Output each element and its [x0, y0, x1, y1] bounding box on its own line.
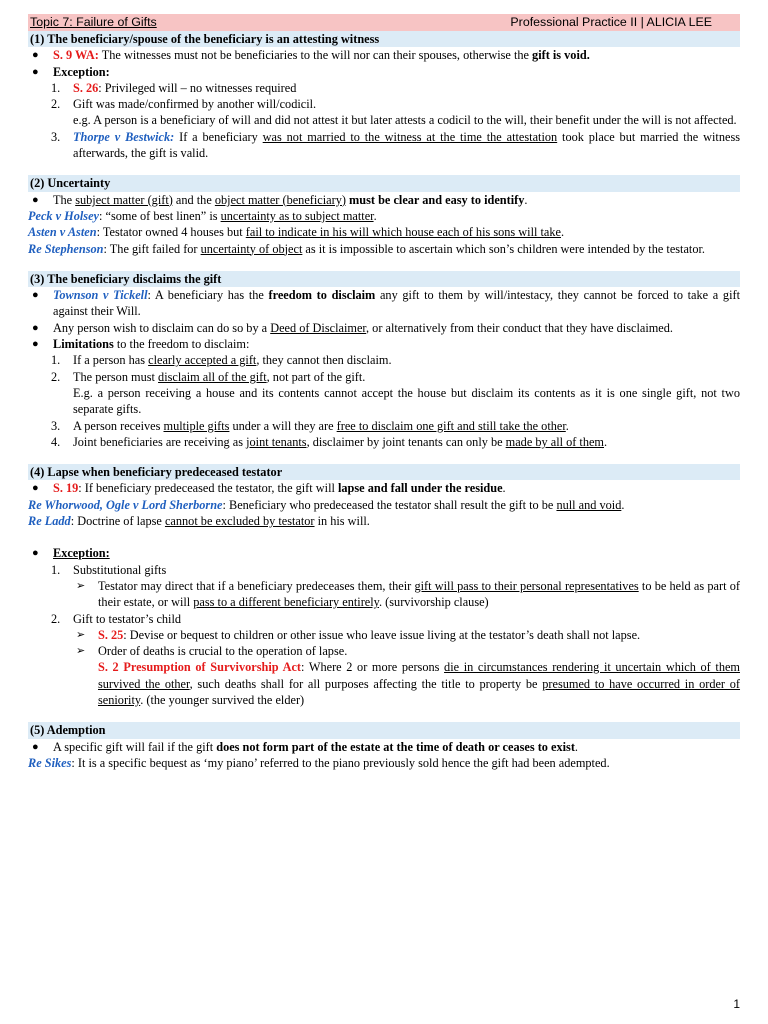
- underlined-text: die in circumstances rendering it uncertain which of them survived the other: [98, 660, 740, 691]
- text-run: If a person has: [73, 353, 149, 368]
- statute-ref: S. 26: [73, 80, 99, 95]
- text-run: e.g. A person is a beneficiary of will and did not attest it but later attests a codicil to the will, their benefit under the will is not affected.: [73, 113, 737, 128]
- numbered-item: [28, 369, 740, 385]
- item-number: 1.: [51, 80, 61, 95]
- item-number: 1.: [51, 562, 61, 577]
- statute-ref: S. 19: [53, 481, 79, 496]
- underlined-text: object matter (beneficiary): [214, 192, 346, 207]
- statute-ref: S. 2 Presumption of Survivorship Act: [98, 660, 302, 675]
- bullet-icon: ●: [32, 289, 39, 302]
- text-run: under a will they are: [229, 418, 337, 433]
- exception-label: Exception:: [53, 546, 110, 561]
- text-run: , such deaths shall for all purposes affecting the title to property be: [189, 676, 543, 691]
- bullet-icon: ●: [32, 321, 39, 334]
- underlined-text: null and void: [556, 497, 622, 512]
- text-run: : If beneficiary predeceased the testator, the gift will: [78, 481, 338, 496]
- text-run: The: [53, 192, 76, 207]
- case-name: Thorpe v Bestwick:: [73, 129, 175, 144]
- statute-ref: S. 25: [98, 627, 124, 642]
- statute-ref: S. 9 WA:: [53, 48, 99, 63]
- arrow-bullet-icon: ➢: [76, 579, 86, 592]
- page-number: 1: [733, 997, 740, 1011]
- case-line: [28, 513, 740, 529]
- bullet-item: [28, 545, 740, 561]
- item-number: 2.: [51, 97, 61, 112]
- bullet-item: [28, 320, 740, 336]
- bullet-icon: ●: [32, 547, 39, 560]
- arrow-bullet-icon: ➢: [76, 645, 86, 658]
- text-run: : A beneficiary has the: [147, 288, 269, 303]
- text-run: E.g. a person receiving a house and its contents cannot accept the house but disclaim its contents as it is one single gift, not two separate gifts.: [73, 385, 740, 417]
- text-run: .: [502, 481, 506, 496]
- text-run: .: [373, 208, 377, 223]
- text-run: : It is a specific bequest as ‘my piano’ referred to the piano previously sold hence the gift had been adempted.: [71, 755, 610, 770]
- item-number: 2.: [51, 611, 61, 626]
- text-run: : The gift failed for: [103, 241, 201, 256]
- page-header: [28, 14, 740, 31]
- text-run: , they cannot then disclaim.: [256, 353, 392, 368]
- bullet-item: [28, 192, 740, 208]
- numbered-item: [28, 418, 740, 434]
- text-run: . (survivorship clause): [379, 595, 489, 610]
- text-run: : Doctrine of lapse: [70, 514, 165, 529]
- topic-title: Topic 7: Failure of Gifts: [30, 15, 157, 29]
- bullet-item: [28, 47, 740, 63]
- text-run: : Devise or bequest to children or other issue who leave issue living at the testator’s death shall not lapse.: [123, 627, 641, 642]
- text-run: Substitutional gifts: [73, 562, 167, 577]
- item-number: 3.: [51, 418, 61, 433]
- underlined-text: joint tenants: [246, 434, 307, 449]
- arrow-item: [28, 578, 740, 611]
- bullet-icon: ●: [32, 482, 39, 495]
- text-run: The witnesses must not be beneficiaries to the will nor can their spouses, otherwise the: [98, 48, 533, 63]
- underlined-text: subject matter (gift): [75, 192, 173, 207]
- bold-text: Limitations: [53, 337, 114, 352]
- text-run: Gift was made/confirmed by another will/codicil.: [73, 97, 317, 112]
- bullet-item: [28, 64, 740, 80]
- text-run: took place but married the witness afterwards, the gift is valid.: [73, 129, 741, 161]
- text-run: Testator may direct that if a beneficiary predeceases them, their: [98, 578, 415, 593]
- case-line: [28, 224, 740, 240]
- text-run: .: [604, 434, 608, 449]
- underlined-text: clearly accepted a gift: [148, 353, 257, 368]
- text-run: and the: [172, 192, 215, 207]
- item-number: 4.: [51, 434, 61, 449]
- text-run: : Beneficiary who predeceased the testator shall result the gift to be: [222, 497, 557, 512]
- case-line: [28, 208, 740, 224]
- arrow-item: [28, 627, 740, 643]
- case-line: [28, 497, 740, 513]
- underlined-text: gift will pass to their personal representatives: [414, 578, 639, 593]
- case-name: Peck v Holsey: [28, 208, 100, 223]
- text-run: .: [621, 497, 625, 512]
- text-run: : Where 2 or more persons: [301, 660, 445, 675]
- bold-text: freedom to disclaim: [268, 288, 376, 303]
- text-run: in his will.: [314, 514, 370, 529]
- item-number: 2.: [51, 369, 61, 384]
- course-author: Professional Practice II | ALICIA LEE: [510, 15, 712, 29]
- text-run: to be held as part of their estate, or will: [98, 578, 740, 610]
- item-number: 1.: [51, 353, 61, 368]
- example-text: [28, 112, 740, 128]
- numbered-item: [28, 611, 740, 627]
- numbered-item: [28, 96, 740, 112]
- section-heading-3: (3) The beneficiary disclaims the gift: [28, 271, 740, 287]
- text-run: . (the younger survived the elder): [140, 692, 305, 707]
- arrow-item: [28, 643, 740, 659]
- text-run: If a beneficiary: [174, 129, 263, 144]
- section-heading-1: (1) The beneficiary/spouse of the beneficiary is an attesting witness: [28, 31, 740, 47]
- bullet-icon: ●: [32, 49, 39, 62]
- item-number: 3.: [51, 129, 61, 144]
- text-run: : Privileged will – no witnesses required: [98, 80, 297, 95]
- section-heading-2: (2) Uncertainty: [28, 175, 740, 191]
- numbered-item: [28, 129, 740, 162]
- text-run: as it is impossible to ascertain which son’s children were intended by the testator.: [302, 241, 705, 256]
- text-run: A specific gift will fail if the gift: [53, 739, 217, 754]
- document-body: [28, 31, 740, 771]
- underlined-text: uncertainty of object: [200, 241, 303, 256]
- text-run: : Testator owned 4 houses but: [96, 225, 246, 240]
- text-run: Order of deaths is crucial to the operation of lapse.: [98, 644, 348, 659]
- bullet-icon: ●: [32, 65, 39, 78]
- bold-text: must be clear and easy to identify: [345, 192, 525, 207]
- underlined-text: Deed of Disclaimer: [270, 320, 367, 335]
- underlined-text: was not married to the witness at the time the attestation: [262, 129, 558, 144]
- text-run: .: [560, 225, 565, 240]
- section-heading-5: (5) Ademption: [28, 722, 740, 738]
- bullet-item: [28, 287, 740, 320]
- bullet-icon: ●: [32, 338, 39, 351]
- underlined-text: cannot be excluded by testator: [164, 514, 315, 529]
- numbered-item: [28, 80, 740, 96]
- section-heading-4: (4) Lapse when beneficiary predeceased testator: [28, 464, 740, 480]
- text-run: Any person wish to disclaim can do so by a: [53, 320, 271, 335]
- text-run: any gift to them by will/intestacy, they cannot be forced to take a gift against their Will.: [53, 288, 740, 319]
- bullet-icon: ●: [32, 740, 39, 753]
- example-text: [28, 385, 740, 418]
- bullet-item: [28, 336, 740, 352]
- bullet-icon: ●: [32, 193, 39, 206]
- numbered-item: [28, 562, 740, 578]
- text-run: to the freedom to disclaim:: [113, 337, 250, 352]
- case-line: [28, 755, 740, 771]
- bullet-item: [28, 480, 740, 496]
- arrow-bullet-icon: ➢: [76, 628, 86, 641]
- case-name: Re Sikes: [28, 755, 72, 770]
- text-run: .: [524, 192, 528, 207]
- statute-paragraph: [28, 659, 740, 708]
- underlined-text: pass to a different beneficiary entirely: [193, 595, 380, 610]
- underlined-text: made by all of them: [505, 434, 605, 449]
- text-run: The person must: [73, 369, 159, 384]
- text-run: Joint beneficiaries are receiving as: [73, 434, 247, 449]
- text-run: , not part of the gift.: [266, 369, 366, 384]
- underlined-text: multiple gifts: [163, 418, 230, 433]
- case-name: Townson v Tickell: [53, 288, 148, 303]
- underlined-text: presumed to have occurred in order of seniority: [98, 676, 741, 707]
- text-run: .: [565, 418, 569, 433]
- bold-text: lapse and fall under the residue: [337, 481, 503, 496]
- underlined-text: uncertainty as to subject matter: [220, 208, 374, 223]
- text-run: A person receives: [73, 418, 164, 433]
- underlined-text: free to disclaim one gift and still take the other: [336, 418, 566, 433]
- case-line: [28, 241, 740, 257]
- underlined-text: fail to indicate in his will which house each of his sons will take: [245, 225, 561, 240]
- text-run: , or alternatively from their conduct that they have disclaimed.: [366, 320, 673, 335]
- case-name: Re Whorwood, Ogle v Lord Sherborne: [28, 497, 223, 512]
- bold-text: does not form part of the estate at the time of death or ceases to exist: [216, 739, 575, 754]
- numbered-item: [28, 352, 740, 368]
- case-name: Re Ladd: [28, 514, 71, 529]
- case-name: Re Stephenson: [28, 241, 104, 256]
- text-run: .: [574, 739, 578, 754]
- bullet-item: [28, 739, 740, 755]
- text-run: , disclaimer by joint tenants can only be: [306, 434, 506, 449]
- text-run: : “some of best linen” is: [99, 208, 221, 223]
- case-name: Asten v Asten: [28, 225, 97, 240]
- bold-text: gift is void.: [532, 48, 590, 63]
- underlined-text: disclaim all of the gift: [158, 369, 267, 384]
- text-run: Gift to testator’s child: [73, 611, 182, 626]
- numbered-item: [28, 434, 740, 450]
- exception-label: Exception:: [53, 64, 110, 79]
